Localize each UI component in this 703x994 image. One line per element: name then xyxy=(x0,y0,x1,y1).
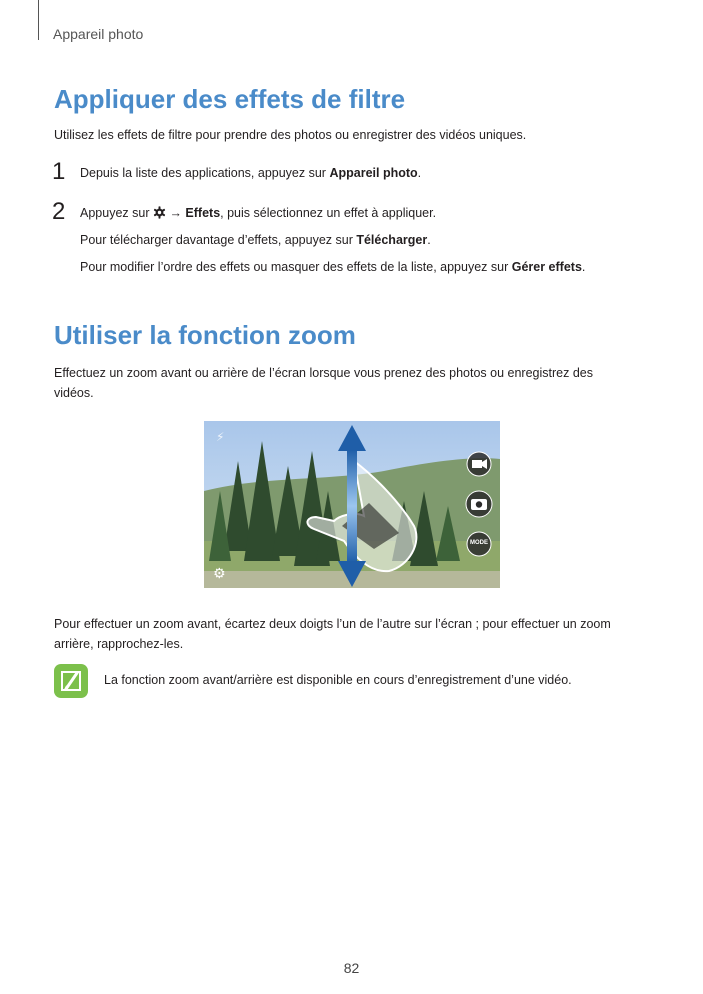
settings-gear-icon xyxy=(153,206,166,219)
step-2-text: Appuyez sur → Effets, puis sélectionnez un effet à appliquer. xyxy=(80,206,437,220)
filters-intro: Utilisez les effets de filtre pour prendre des photos ou enregistrer des vidéos uniques. xyxy=(54,128,527,142)
camera-mode-label: MODE xyxy=(470,540,488,546)
svg-text:⚙: ⚙ xyxy=(213,566,226,582)
tip-download-effects: Pour télécharger davantage d’effets, appuyez sur Télécharger. xyxy=(80,233,431,247)
step-number: 1 xyxy=(52,158,66,185)
camera-scene xyxy=(204,421,500,588)
section-title-filters: Appliquer des effets de filtre xyxy=(54,84,406,114)
section-title-zoom: Utiliser la fonction zoom xyxy=(54,320,356,350)
note-text: La fonction zoom avant/arrière est disponible en cours d’enregistrement d’une vidéo. xyxy=(104,673,572,687)
camera-flash-icon xyxy=(216,430,224,444)
shutter-button xyxy=(466,491,492,517)
video-record-button xyxy=(467,452,491,476)
note-icon xyxy=(54,664,88,698)
page-number: 82 xyxy=(343,960,360,976)
zoom-intro-line-2: vidéos. xyxy=(54,386,94,400)
header-divider xyxy=(38,0,39,40)
section-header: Appareil photo xyxy=(53,26,144,42)
tip-manage-effects: Pour modifier l’ordre des effets ou masquer des effets de la liste, appuyez sur Gérer effets. xyxy=(80,260,586,274)
svg-text:⚡: ⚡ xyxy=(216,430,225,444)
zoom-explain-line-1: Pour effectuer un zoom avant, écartez deux doigts l’un de l’autre sur l’écran ; pour effectuer un zoom xyxy=(54,617,611,631)
zoom-explain-line-2: arrière, rapprochez-les. xyxy=(54,637,184,651)
zoom-intro-line-1: Effectuez un zoom avant ou arrière de l’écran lorsque vous prenez des photos ou enregistrez des xyxy=(54,366,593,380)
camera-preview-screenshot xyxy=(204,421,500,588)
step-number: 2 xyxy=(52,198,66,225)
step-1-text: Depuis la liste des applications, appuyez sur Appareil photo. xyxy=(80,166,422,180)
camera-settings-icon xyxy=(213,566,226,582)
